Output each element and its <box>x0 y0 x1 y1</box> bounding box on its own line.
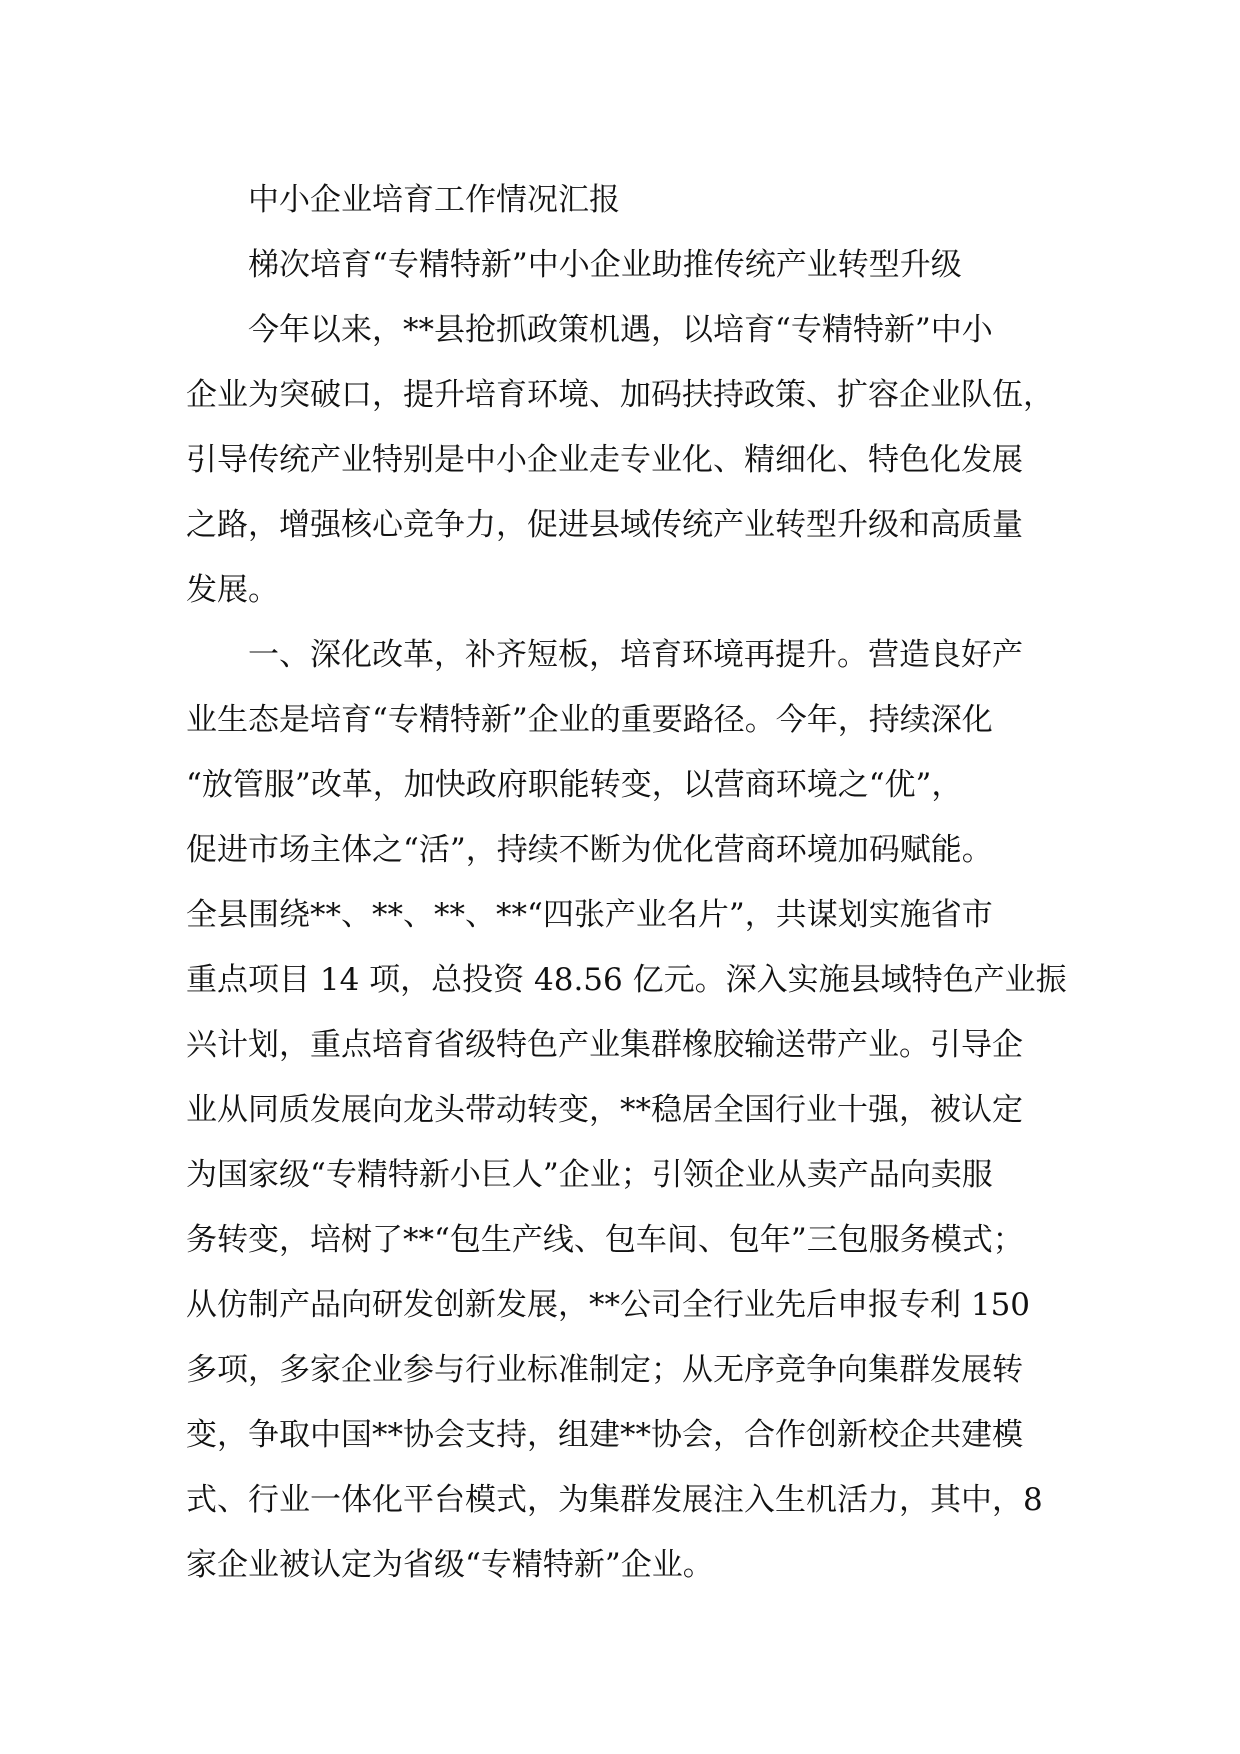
paragraph-line: 发展。 <box>186 572 279 608</box>
document-title: 中小企业培育工作情况汇报 <box>248 182 620 218</box>
paragraph-line: 家企业被认定为省级“专精特新”企业。 <box>186 1547 714 1583</box>
paragraph-line: 务转变，培树了**“包生产线、包车间、包年”三包服务模式； <box>186 1222 1024 1258</box>
document-page <box>186 168 1076 1598</box>
paragraph-line: 业生态是培育“专精特新”企业的重要路径。今年，持续深化 <box>186 702 993 738</box>
paragraph-intro <box>186 298 1076 623</box>
paragraph-line: 业从同质发展向龙头带动转变，**稳居全国行业十强，被认定 <box>186 1092 1023 1128</box>
paragraph-line: 今年以来，**县抢抓政策机遇，以培育“专精特新”中小 <box>248 312 993 348</box>
paragraph-line: 企业为突破口，提升培育环境、加码扶持政策、扩容企业队伍， <box>186 377 1054 413</box>
paragraph-line: 式、行业一体化平台模式，为集群发展注入生机活力，其中，8 <box>186 1482 1043 1518</box>
paragraph-line: 从仿制产品向研发创新发展，**公司全行业先后申报专利 150 <box>186 1287 1031 1323</box>
paragraph-section-one <box>186 623 1076 1598</box>
paragraph-line: 全县围绕**、**、**、**“四张产业名片”，共谋划实施省市 <box>186 897 993 933</box>
paragraph-line: 促进市场主体之“活”，持续不断为优化营商环境加码赋能。 <box>186 832 993 868</box>
paragraph-line: “放管服”改革，加快政府职能转变，以营商环境之“优”， <box>186 767 963 803</box>
paragraph-line: 为国家级“专精特新小巨人”企业；引领企业从卖产品向卖服 <box>186 1157 993 1193</box>
paragraph-line: 兴计划，重点培育省级特色产业集群橡胶输送带产业。引导企 <box>186 1027 1023 1063</box>
paragraph-line: 变，争取中国**协会支持，组建**协会，合作创新校企共建模 <box>186 1417 1023 1453</box>
paragraph-line: 重点项目 14 项，总投资 48.56 亿元。深入实施县域特色产业振 <box>186 962 1067 998</box>
document-subtitle: 梯次培育“专精特新”中小企业助推传统产业转型升级 <box>248 247 962 283</box>
paragraph-line: 一、深化改革，补齐短板，培育环境再提升。营造良好产 <box>248 637 1023 673</box>
paragraph-line: 引导传统产业特别是中小企业走专业化、精细化、特色化发展 <box>186 442 1023 478</box>
paragraph-line: 多项，多家企业参与行业标准制定；从无序竞争向集群发展转 <box>186 1352 1023 1388</box>
paragraph-line: 之路，增强核心竞争力，促进县域传统产业转型升级和高质量 <box>186 507 1023 543</box>
